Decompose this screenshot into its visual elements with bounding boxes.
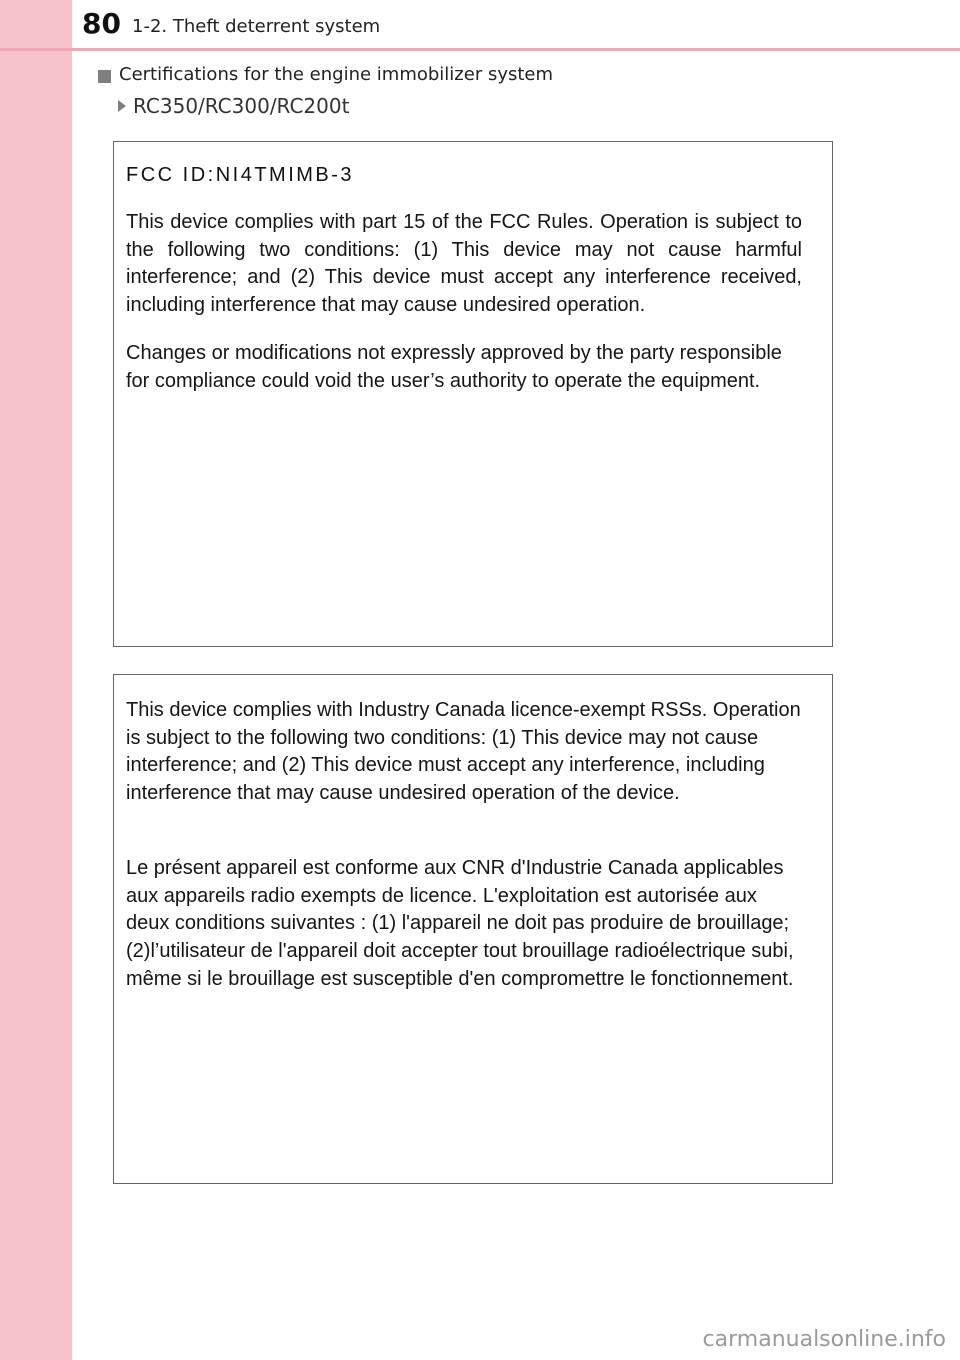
- model-label: [118, 92, 349, 120]
- section-title: 1-2. Theft deterrent system: [132, 16, 381, 37]
- heading-text: Certifications for the engine immobilizer system: [119, 64, 554, 85]
- side-color-band: [0, 0, 72, 1360]
- fcc-paragraph-1: This device complies with part 15 of the FCC Rules. Operation is subject to the following two conditions: (1) This device may not cause harmful interference; and (2) This device must accept any interference received, including interference that may cause undesired operation.: [126, 211, 802, 317]
- ic-paragraph-english: This device complies with Industry Canada licence-exempt RSSs. Operation is subject to the following two conditions: (1) This device may not cause interference; and (2) This device must accept any interference, including interference that may cause undesired operation of the device.: [126, 699, 801, 805]
- triangle-bullet-icon: [118, 100, 126, 112]
- fcc-id: FCC ID:NI4TMIMB-3: [126, 164, 355, 186]
- page-number: 80: [82, 7, 121, 40]
- industry-canada-box: [113, 674, 833, 1184]
- header-rule: [0, 48, 960, 51]
- subsection-heading: [98, 62, 553, 88]
- ic-paragraph-french: Le présent appareil est conforme aux CNR d'Industrie Canada applicables aux appareils radio exempts de licence. L'exploitation est autorisée aux deux conditions suivantes : (1) l'appareil ne doit pas produire de brouillage; (2)l’utilisateur de l'appareil doit accepter tout brouillage radioélectrique subi, même si le brouillage est susceptible d'en compromettre le fonctionnement.: [126, 857, 794, 990]
- fcc-paragraph-2: Changes or modifications not expressly approved by the party responsible for compliance could void the user’s authority to operate the equipment.: [126, 342, 782, 392]
- watermark: carmanualsonline.info: [702, 1327, 946, 1352]
- model-text: RC350/RC300/RC200t: [133, 94, 350, 118]
- square-bullet-icon: [98, 70, 111, 83]
- fcc-certification-box: [113, 141, 833, 647]
